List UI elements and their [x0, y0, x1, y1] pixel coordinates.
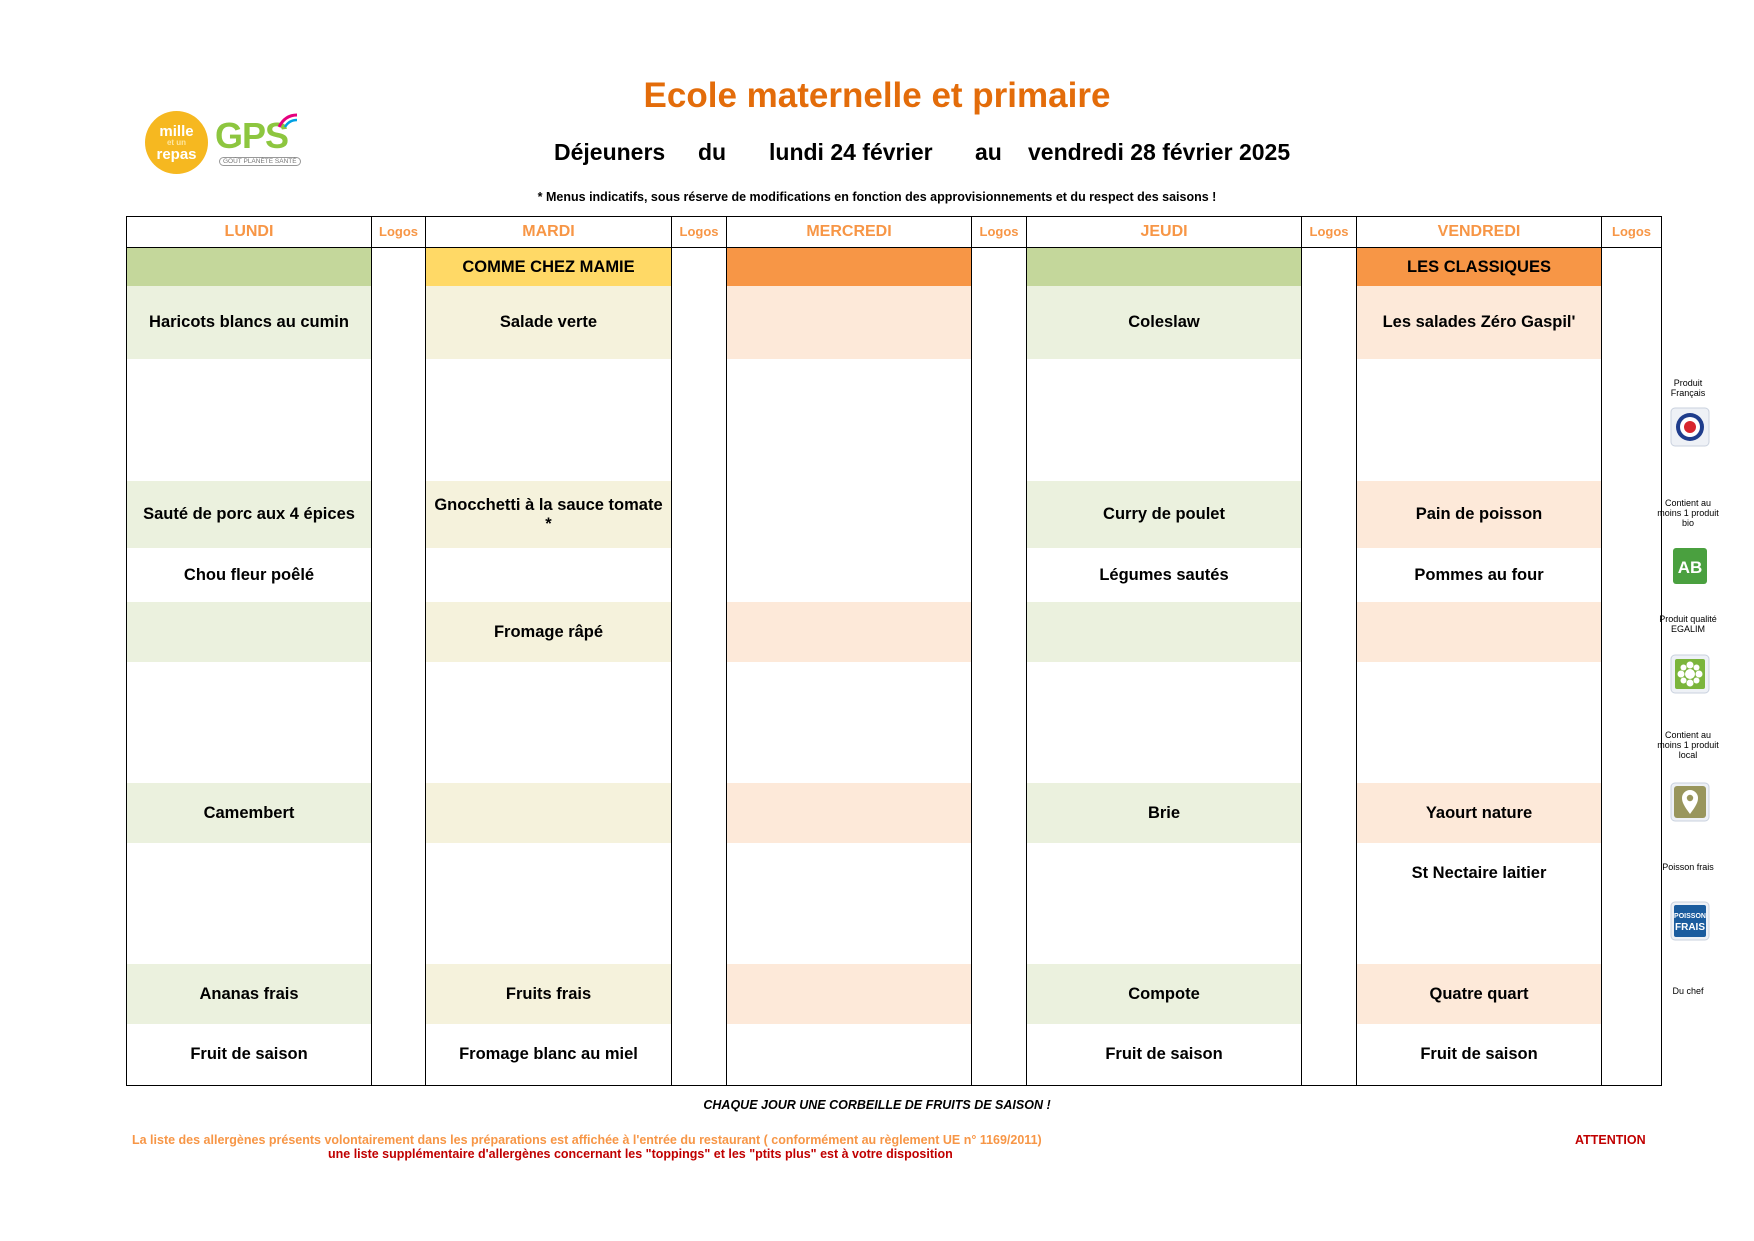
menu-cell-entree: Salade verte	[426, 286, 671, 359]
legend-label-local: Contient au moins 1 produit local	[1657, 730, 1719, 760]
menu-cell-laitage	[426, 783, 671, 843]
theme-cell	[727, 248, 971, 286]
theme-cell	[1027, 248, 1301, 286]
col-divider	[1601, 216, 1602, 1086]
day-header-lundi: LUNDI	[224, 223, 274, 240]
logos-header: Logos	[379, 224, 418, 239]
menu-cell-accompagnement: Légumes sautés	[1099, 565, 1229, 584]
menu-cell-dessert	[727, 964, 971, 1024]
mille-et-un-repas-logo	[145, 111, 208, 174]
menu-cell-accompagnement	[426, 548, 671, 602]
egalim-icon	[1670, 654, 1710, 694]
menu-cell-dessert: Compote	[1027, 964, 1301, 1024]
logos-header: Logos	[1309, 224, 1349, 239]
poisson-icon-text-bottom: FRAIS	[1675, 922, 1705, 933]
gps-logo-text: GPS	[215, 115, 289, 156]
menu-cell-accompagnement: Chou fleur poêlé	[183, 565, 315, 584]
day-header-mercredi: MERCREDI	[806, 223, 892, 240]
col-divider	[371, 216, 372, 1086]
produit-francais-icon	[1670, 407, 1710, 447]
logo-text-mille: mille	[159, 123, 194, 140]
day-header-vendredi: VENDREDI	[1437, 223, 1521, 240]
menu-cell-plat: Sauté de porc aux 4 épices	[127, 481, 371, 548]
menu-cell-accompagnement: Pommes au four	[1414, 565, 1544, 584]
menu-cell-dessert: Quatre quart	[1357, 964, 1601, 1024]
du-label: du	[698, 139, 727, 165]
menu-cell-dessert2: Fruit de saison	[1105, 1044, 1223, 1063]
day-header-mardi: MARDI	[522, 223, 575, 240]
logos-header: Logos	[679, 224, 719, 239]
day-header-jeudi: JEUDI	[1140, 223, 1188, 240]
col-divider	[1301, 216, 1302, 1086]
gps-logo	[215, 113, 299, 173]
attention-label: ATTENTION	[1575, 1133, 1646, 1147]
legend-label-bio: Contient au moins 1 produit bio	[1657, 498, 1719, 528]
menu-cell-laitage: Camembert	[127, 783, 371, 843]
legend-label-chef: Du chef	[1672, 986, 1704, 996]
legend-label-produit-francais: Produit Français	[1670, 378, 1706, 398]
menu-cell-laitage	[727, 783, 971, 843]
menu-cell-garniture	[1357, 602, 1601, 662]
dejeuners-label: Déjeuners	[554, 139, 666, 165]
gps-swoosh-icon	[277, 113, 299, 129]
logo-text-repas: repas	[156, 146, 197, 163]
menu-cell-garniture: Fromage râpé	[426, 602, 671, 662]
menu-cell-plat: Curry de poulet	[1027, 481, 1301, 548]
menu-cell-entree: Coleslaw	[1027, 286, 1301, 359]
local-pin-icon	[1670, 782, 1710, 822]
start-date: lundi 24 février	[769, 139, 933, 165]
legend-label-poisson: Poisson frais	[1662, 862, 1714, 872]
theme-cell	[127, 248, 371, 286]
logos-header: Logos	[1612, 224, 1651, 239]
fruits-notice: CHAQUE JOUR UNE CORBEILLE DE FRUITS DE SAISON !	[703, 1098, 1051, 1112]
page-title: Ecole maternelle et primaire	[643, 76, 1111, 115]
menu-cell-dessert2: Fromage blanc au miel	[459, 1044, 638, 1063]
menu-cell-dessert2: Fruit de saison	[190, 1044, 308, 1063]
disclaimer: * Menus indicatifs, sous réserve de modifications en fonction des approvisionnements et du respect des saisons !	[537, 190, 1217, 204]
menu-cell-plat: Gnocchetti à la sauce tomate *	[426, 481, 671, 548]
col-divider	[971, 216, 972, 1086]
toppings-notice: une liste supplémentaire d'allergènes concernant les "toppings" et les "ptits plus" est à votre disposition	[328, 1147, 953, 1161]
menu-cell-plat: Pain de poisson	[1357, 481, 1601, 548]
col-divider	[671, 216, 672, 1086]
gps-tagline: GOÛT PLANÈTE SANTÉ	[219, 157, 301, 166]
menu-cell-dessert: Ananas frais	[127, 964, 371, 1024]
menu-cell-garniture	[127, 602, 371, 662]
theme-cell-les-classiques: LES CLASSIQUES	[1357, 248, 1601, 286]
menu-cell-garniture	[1027, 602, 1301, 662]
poisson-icon-text-top: POISSON	[1674, 913, 1706, 920]
bio-ab-icon-text: AB	[1677, 558, 1703, 577]
menu-cell-entree: Haricots blancs au cumin	[127, 286, 371, 359]
menu-cell-dessert: Fruits frais	[426, 964, 671, 1024]
poisson-frais-icon	[1670, 901, 1710, 941]
logos-header: Logos	[979, 224, 1019, 239]
menu-cell-entree: Les salades Zéro Gaspil'	[1357, 286, 1601, 359]
legend-label-egalim: Produit qualité EGALIM	[1659, 614, 1717, 634]
menu-cell-laitage: Yaourt nature	[1357, 783, 1601, 843]
au-label: au	[975, 139, 1002, 165]
menu-cell-laitage2: St Nectaire laitier	[1411, 863, 1547, 882]
allergen-notice: La liste des allergènes présents volontairement dans les préparations est affichée à l'entrée du restaurant ( conformément au règlement UE n° 1169/2011)	[132, 1133, 1042, 1147]
menu-cell-dessert2: Fruit de saison	[1420, 1044, 1538, 1063]
logo-text-et-un: et un	[166, 138, 187, 147]
bio-ab-icon	[1670, 546, 1710, 586]
menu-cell-entree	[727, 286, 971, 359]
menu-cell-laitage: Brie	[1027, 783, 1301, 843]
menu-cell-garniture	[727, 602, 971, 662]
theme-cell-comme-chez-mamie: COMME CHEZ MAMIE	[426, 248, 671, 286]
end-date: vendredi 28 février 2025	[1028, 139, 1291, 165]
